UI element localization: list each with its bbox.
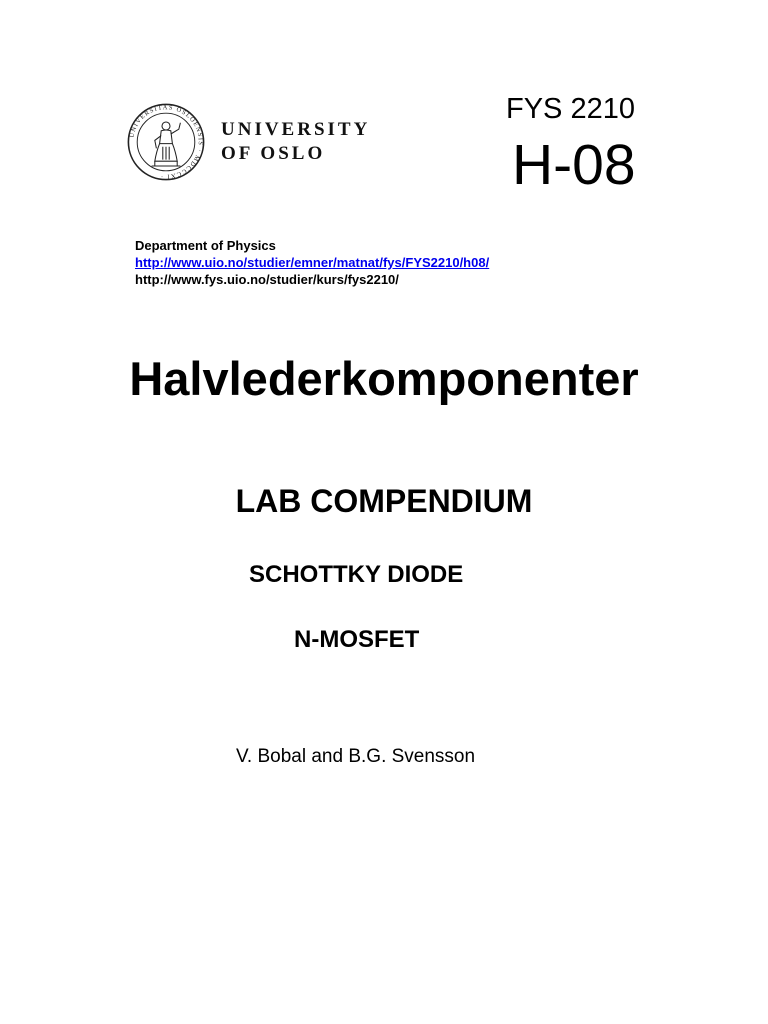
svg-text:UNIVERSITAS OSLOENSIS · MDCCCX: UNIVERSITAS OSLOENSIS · MDCCCXI · <box>128 104 204 180</box>
semester-label: H-08 <box>512 133 636 197</box>
old-course-url: http://www.fys.uio.no/studier/kurs/fys2210/ <box>135 272 399 287</box>
topic-schottky-diode: SCHOTTKY DIODE <box>249 561 464 588</box>
authors: V. Bobal and B.G. Svensson <box>236 746 476 767</box>
topic-n-mosfet: N-MOSFET <box>294 626 420 653</box>
course-url-link[interactable]: http://www.uio.no/studier/emner/matnat/fys/FYS2210/h08/ <box>135 255 490 270</box>
university-seal-logo <box>126 102 206 182</box>
document-title: Halvlederkomponenter <box>129 352 639 405</box>
university-name-line1: UNIVERSITY <box>221 119 371 140</box>
university-name-line2: OF OSLO <box>221 143 326 164</box>
course-code: FYS 2210 <box>506 93 635 125</box>
document-subtitle: LAB COMPENDIUM <box>235 483 533 519</box>
department-name: Department of Physics <box>135 238 276 253</box>
